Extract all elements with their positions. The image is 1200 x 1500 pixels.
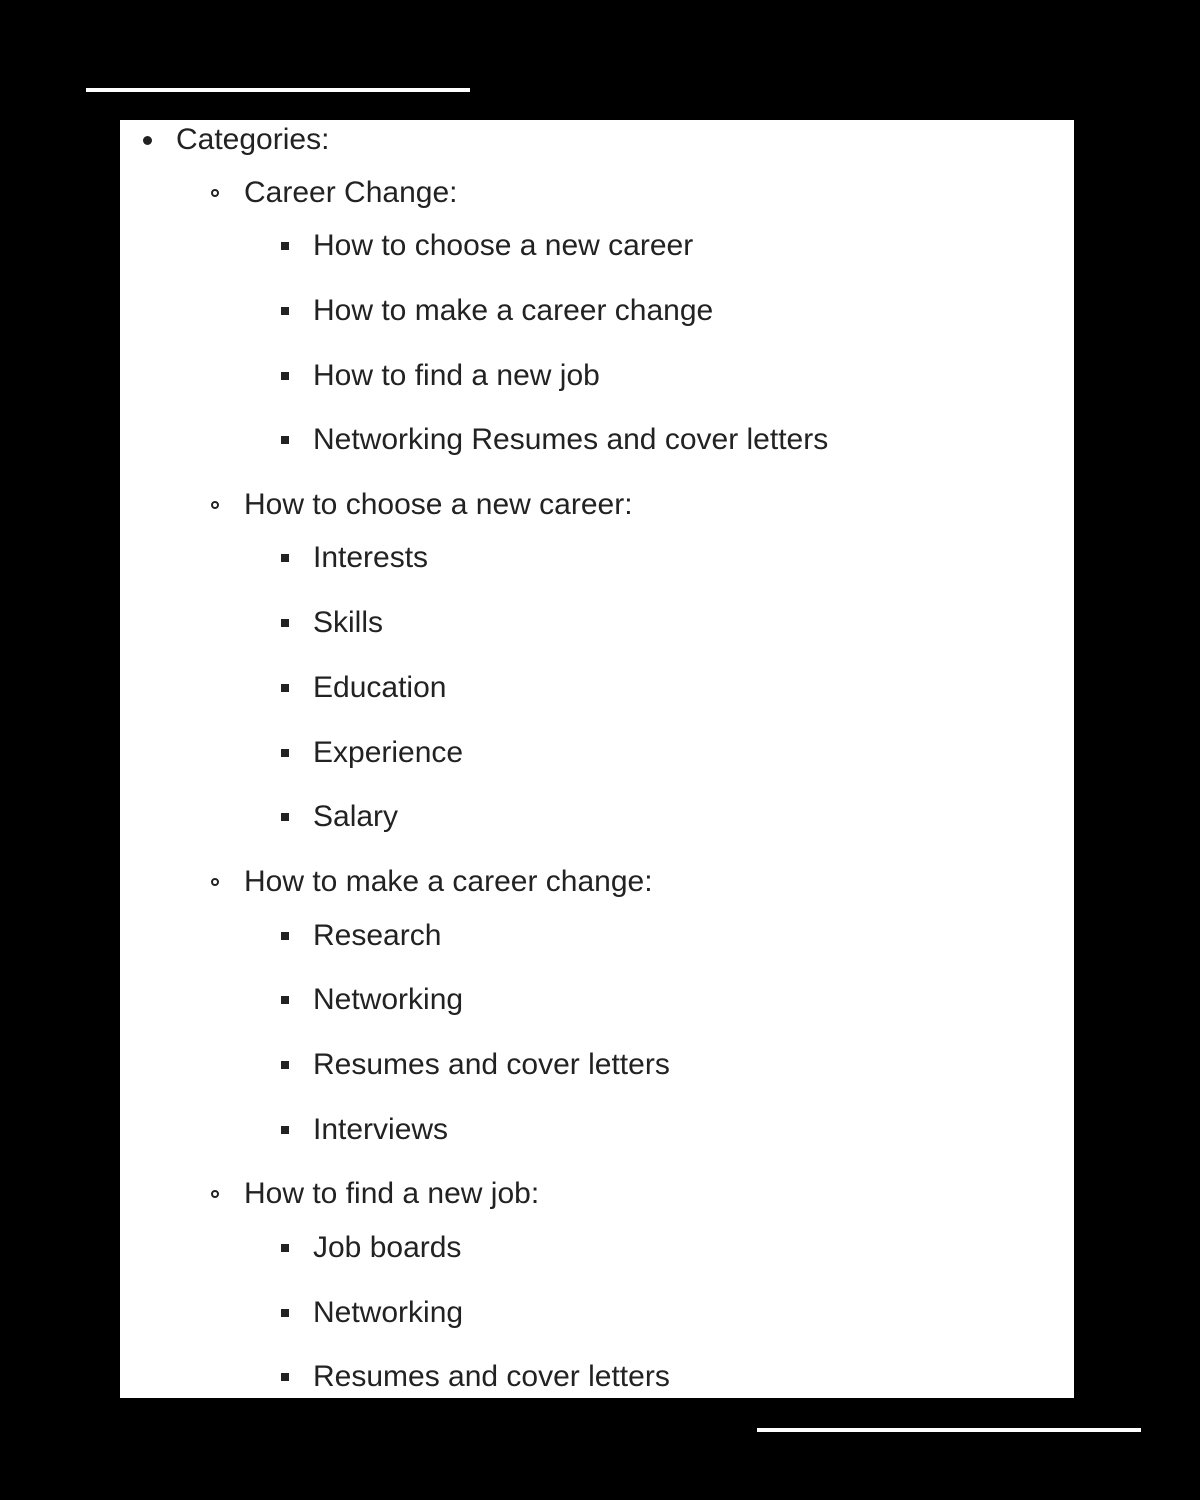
square-bullet-icon (281, 1061, 289, 1069)
circle-bullet-icon (211, 501, 219, 509)
circle-bullet-icon (211, 189, 219, 197)
list-item-text: Interests (313, 541, 429, 574)
top-divider-line (86, 88, 470, 92)
bottom-divider-line (757, 1428, 1141, 1432)
square-bullet-icon (281, 1309, 289, 1317)
circle-bullet-icon (211, 878, 219, 886)
square-bullet-icon (281, 932, 289, 940)
list-item-text: Experience (313, 736, 464, 769)
list-item-text: Salary (313, 800, 399, 833)
list-item-text: Interviews (313, 1113, 449, 1146)
section-heading-text: Career Change: (244, 176, 458, 209)
square-bullet-icon (281, 1244, 289, 1252)
section-heading-text: How to make a career change: (244, 865, 653, 898)
list-item-text: Job boards (313, 1231, 462, 1264)
list-item-text: Research (313, 919, 442, 952)
list-item-text: How to find a new job (313, 359, 600, 392)
square-bullet-icon (281, 554, 289, 562)
square-bullet-icon (281, 307, 289, 315)
list-item-text: How to choose a new career (313, 229, 694, 262)
square-bullet-icon (281, 1373, 289, 1381)
list-item-text: Networking Resumes and cover letters (313, 423, 829, 456)
square-bullet-icon (281, 1126, 289, 1134)
square-bullet-icon (281, 996, 289, 1004)
outline-title-text: Categories: (176, 123, 330, 156)
disc-bullet-icon (143, 136, 152, 145)
list-item-text: Education (313, 671, 447, 704)
circle-bullet-icon (211, 1190, 219, 1198)
square-bullet-icon (281, 813, 289, 821)
square-bullet-icon (281, 619, 289, 627)
square-bullet-icon (281, 242, 289, 250)
list-item-text: Skills (313, 606, 384, 639)
list-item-text: Resumes and cover letters (313, 1360, 670, 1393)
list-item-text: Resumes and cover letters (313, 1048, 670, 1081)
list-item-text: Networking (313, 1296, 464, 1329)
section-heading-text: How to choose a new career: (244, 488, 633, 521)
square-bullet-icon (281, 372, 289, 380)
square-bullet-icon (281, 436, 289, 444)
list-item-text: Networking (313, 983, 464, 1016)
section-heading-text: How to find a new job: (244, 1177, 540, 1210)
square-bullet-icon (281, 749, 289, 757)
list-item-text: How to make a career change (313, 294, 714, 327)
document-panel (120, 120, 1074, 1398)
square-bullet-icon (281, 684, 289, 692)
